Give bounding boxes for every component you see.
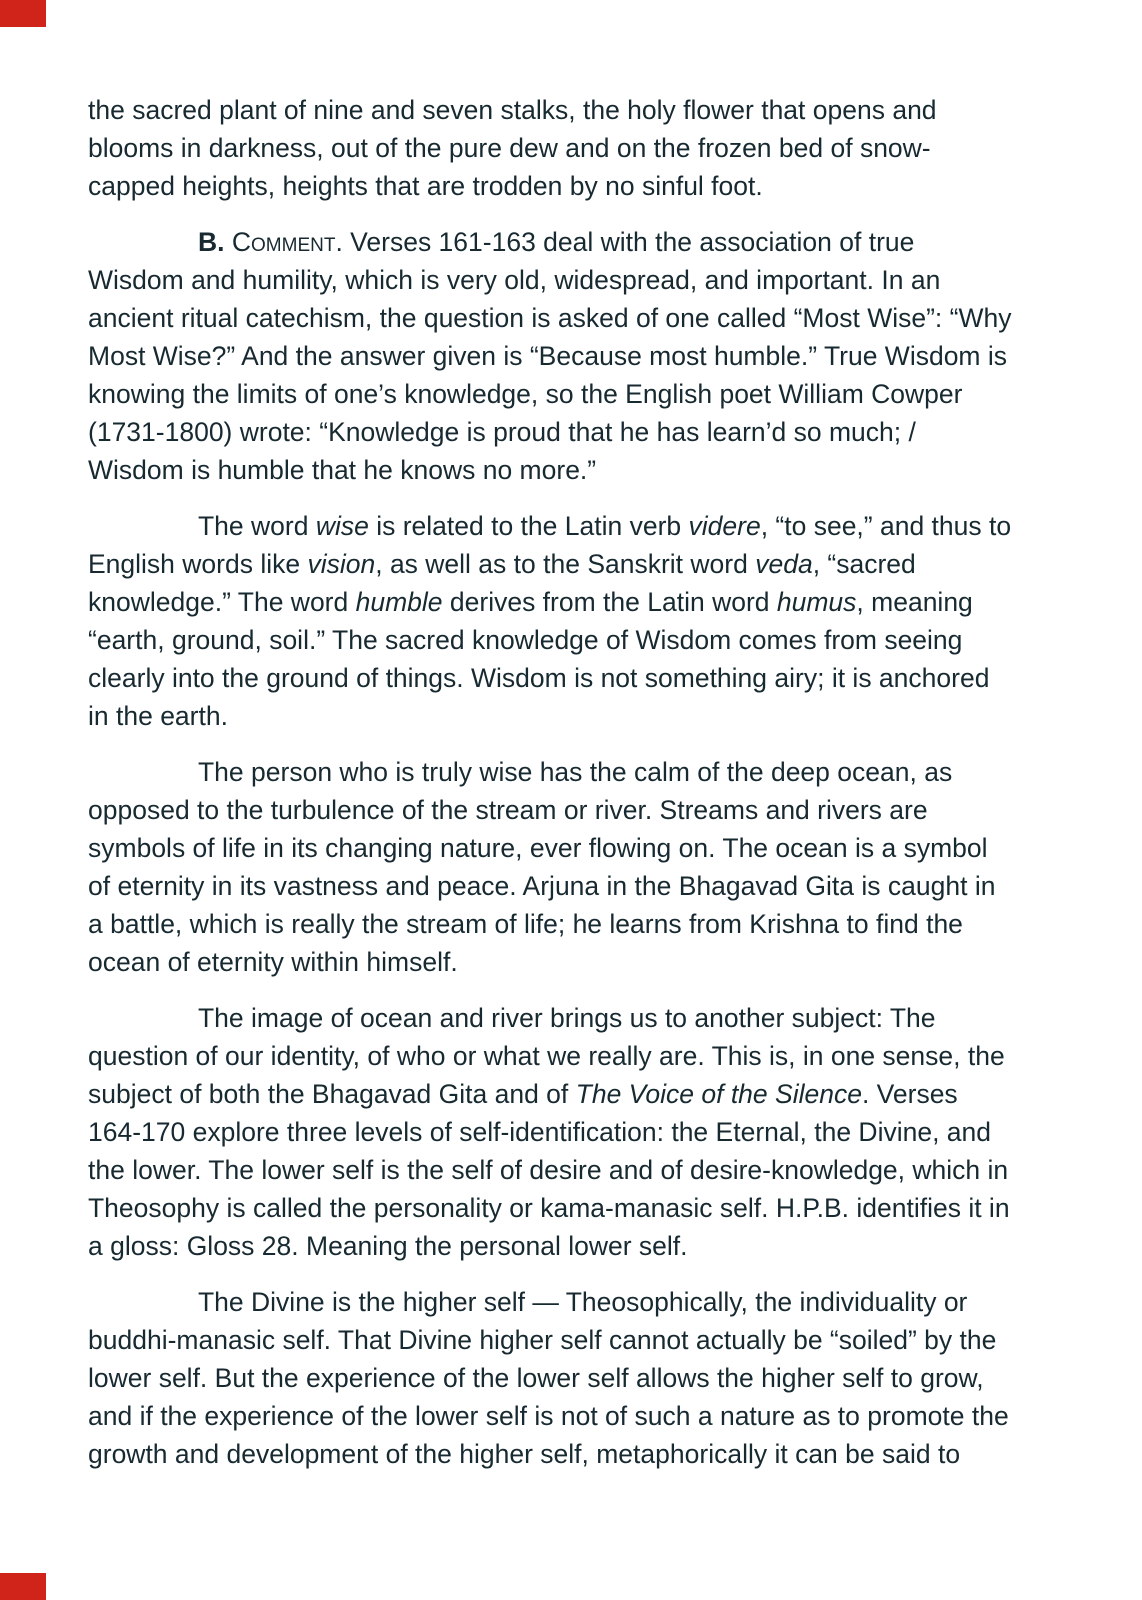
text-line: English words like vision, as well as to the Sanskrit word veda, “sacred: [88, 549, 916, 579]
text-line: ocean of eternity within himself.: [88, 947, 458, 977]
text-line: Wisdom and humility, which is very old, widespread, and important. In an: [88, 265, 941, 295]
text-line: capped heights, heights that are trodden by no sinful foot.: [88, 171, 763, 201]
text-line: lower self. But the experience of the lower self allows the higher self to grow,: [88, 1363, 984, 1393]
text-line: Wisdom is humble that he knows no more.”: [88, 455, 597, 485]
text-line: The person who is truly wise has the calm of the deep ocean, as: [198, 757, 953, 787]
paragraph: [88, 1283, 1098, 1473]
text-line: symbols of life in its changing nature, ever flowing on. The ocean is a symbol: [88, 833, 988, 863]
text-line: 164-170 explore three levels of self-identification: the Eternal, the Divine, and: [88, 1117, 992, 1147]
text-line: a battle, which is really the stream of life; he learns from Krishna to find the: [88, 909, 963, 939]
paragraph: [88, 91, 1098, 205]
text-line: subject of both the Bhagavad Gita and of The Voice of the Silence. Verses: [88, 1079, 958, 1109]
red-edge-marker-top: [0, 0, 46, 27]
text-line: (1731-1800) wrote: “Knowledge is proud that he has learn’d so much; /: [88, 417, 916, 447]
text-line: in the earth.: [88, 701, 228, 731]
text-line: The Divine is the higher self — Theosophically, the individuality or: [198, 1287, 968, 1317]
text-line: question of our identity, of who or what we really are. This is, in one sense, the: [88, 1041, 1005, 1071]
paragraph: [88, 507, 1098, 735]
red-edge-marker-bottom: [0, 1573, 46, 1600]
text-line: “earth, ground, soil.” The sacred knowledge of Wisdom comes from seeing: [88, 625, 963, 655]
text-line: The word wise is related to the Latin verb videre, “to see,” and thus to: [198, 511, 1012, 541]
text-line: of eternity in its vastness and peace. Arjuna in the Bhagavad Gita is caught in: [88, 871, 996, 901]
text-line: the lower. The lower self is the self of desire and of desire-knowledge, which in: [88, 1155, 1009, 1185]
text-line: ancient ritual catechism, the question is asked of one called “Most Wise”: “Why: [88, 303, 1012, 333]
text-line: opposed to the turbulence of the stream or river. Streams and rivers are: [88, 795, 928, 825]
text-line: knowledge.” The word humble derives from the Latin word humus, meaning: [88, 587, 973, 617]
text-line: buddhi-manasic self. That Divine higher self cannot actually be “soiled” by the: [88, 1325, 997, 1355]
text-line: a gloss: Gloss 28. Meaning the personal lower self.: [88, 1231, 688, 1261]
text-line: Most Wise?” And the answer given is “Because most humble.” True Wisdom is: [88, 341, 1008, 371]
text-line: and if the experience of the lower self is not of such a nature as to promote the: [88, 1401, 1009, 1431]
text-line: knowing the limits of one’s knowledge, so the English poet William Cowper: [88, 379, 963, 409]
text-line: clearly into the ground of things. Wisdom is not something airy; it is anchored: [88, 663, 990, 693]
paragraph: [88, 999, 1098, 1265]
text-line: blooms in darkness, out of the pure dew and on the frozen bed of snow-: [88, 133, 931, 163]
paragraph: [88, 223, 1098, 489]
paragraph: [88, 753, 1098, 981]
text-line: Theosophy is called the personality or kama-manasic self. H.P.B. identifies it in: [88, 1193, 1010, 1223]
text-line: B. Comment. Verses 161-163 deal with the association of true: [198, 227, 915, 257]
text-line: The image of ocean and river brings us to another subject: The: [198, 1003, 936, 1033]
text-line: growth and development of the higher self, metaphorically it can be said to: [88, 1439, 961, 1469]
text-line: the sacred plant of nine and seven stalks, the holy flower that opens and: [88, 95, 937, 125]
text-column: [88, 91, 1098, 1473]
